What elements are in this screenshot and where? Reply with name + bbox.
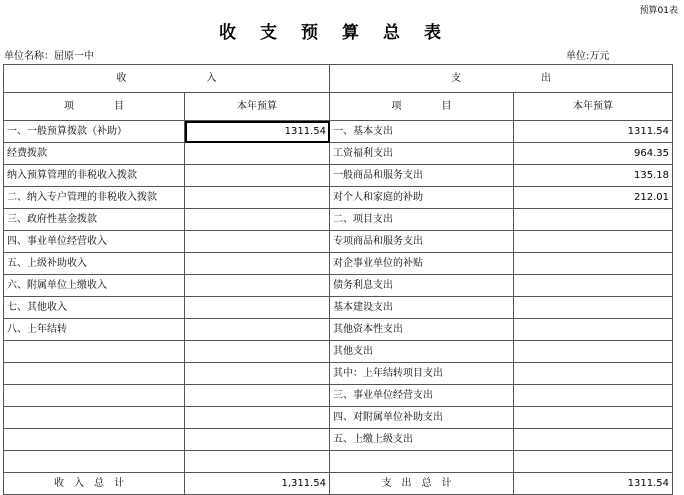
income-item-cell[interactable]: 二、纳入专户管理的非税收入拨款	[4, 187, 185, 209]
income-budget-cell[interactable]	[185, 319, 330, 341]
expense-item-cell[interactable]: 工资福利支出	[330, 143, 514, 165]
income-item-cell[interactable]: 纳入预算管理的非税收入拨款	[4, 165, 185, 187]
income-budget-cell[interactable]	[185, 209, 330, 231]
income-item-cell[interactable]	[4, 451, 185, 473]
expense-budget-cell[interactable]: 212.01	[514, 187, 673, 209]
expense-item-header: 项 目	[330, 93, 514, 121]
expense-budget-cell[interactable]	[514, 231, 673, 253]
unit-label: 单位:万元	[566, 51, 610, 62]
income-budget-cell[interactable]	[185, 231, 330, 253]
expense-item-cell[interactable]: 一、基本支出	[330, 121, 514, 143]
income-item-header: 项 目	[4, 93, 185, 121]
expense-budget-header: 本年预算	[514, 93, 673, 121]
income-item-cell[interactable]: 一、一般预算拨款（补助）	[4, 121, 185, 143]
unit-name: 单位名称：屈原一中	[4, 51, 94, 62]
income-item-cell[interactable]: 五、上级补助收入	[4, 253, 185, 275]
expense-budget-cell[interactable]	[514, 429, 673, 451]
income-item-cell[interactable]: 三、政府性基金拨款	[4, 209, 185, 231]
expense-budget-cell[interactable]	[514, 319, 673, 341]
expense-total-value[interactable]: 1311.54	[514, 473, 673, 495]
income-budget-cell[interactable]: 1311.54	[185, 121, 330, 143]
expense-item-cell[interactable]: 一般商品和服务支出	[330, 165, 514, 187]
income-budget-cell[interactable]	[185, 407, 330, 429]
expense-budget-cell[interactable]	[514, 209, 673, 231]
expense-item-cell[interactable]: 专项商品和服务支出	[330, 231, 514, 253]
expense-item-cell[interactable]: 四、对附属单位补助支出	[330, 407, 514, 429]
income-header: 收 入	[4, 65, 330, 93]
expense-item-cell[interactable]: 基本建设支出	[330, 297, 514, 319]
income-item-cell[interactable]: 经费拨款	[4, 143, 185, 165]
table-row	[4, 143, 673, 165]
table-row	[4, 209, 673, 231]
expense-budget-cell[interactable]: 1311.54	[514, 121, 673, 143]
total-row	[4, 473, 673, 495]
income-budget-cell[interactable]	[185, 385, 330, 407]
income-item-cell[interactable]	[4, 407, 185, 429]
income-budget-cell[interactable]	[185, 429, 330, 451]
table-row	[4, 363, 673, 385]
expense-budget-cell[interactable]: 135.18	[514, 165, 673, 187]
table-row	[4, 297, 673, 319]
income-budget-cell[interactable]	[185, 451, 330, 473]
table-row	[4, 407, 673, 429]
income-item-cell[interactable]	[4, 341, 185, 363]
expense-budget-cell[interactable]: 964.35	[514, 143, 673, 165]
expense-budget-cell[interactable]	[514, 385, 673, 407]
table-row	[4, 341, 673, 363]
expense-budget-cell[interactable]	[514, 275, 673, 297]
income-total-label[interactable]: 收入总计	[4, 473, 185, 495]
expense-item-cell[interactable]: 五、上缴上级支出	[330, 429, 514, 451]
expense-budget-cell[interactable]	[514, 253, 673, 275]
income-budget-cell[interactable]	[185, 275, 330, 297]
table-row	[4, 187, 673, 209]
table-row	[4, 165, 673, 187]
expense-item-cell[interactable]: 其中：上年结转项目支出	[330, 363, 514, 385]
expense-item-cell[interactable]: 对个人和家庭的补助	[330, 187, 514, 209]
expense-item-cell[interactable]: 三、事业单位经营支出	[330, 385, 514, 407]
expense-budget-cell[interactable]	[514, 297, 673, 319]
income-budget-cell[interactable]	[185, 253, 330, 275]
table-row	[4, 319, 673, 341]
expense-budget-cell[interactable]	[514, 363, 673, 385]
expense-header: 支 出	[330, 65, 673, 93]
column-header-row	[4, 93, 673, 121]
table-row	[4, 451, 673, 473]
income-item-cell[interactable]: 八、上年结转	[4, 319, 185, 341]
income-item-cell[interactable]	[4, 363, 185, 385]
expense-item-cell[interactable]: 其他支出	[330, 341, 514, 363]
budget-table	[3, 64, 673, 495]
income-item-cell[interactable]	[4, 385, 185, 407]
income-budget-cell[interactable]	[185, 341, 330, 363]
expense-budget-cell[interactable]	[514, 407, 673, 429]
table-row	[4, 253, 673, 275]
income-budget-cell[interactable]	[185, 143, 330, 165]
income-budget-cell[interactable]	[185, 165, 330, 187]
income-budget-cell[interactable]	[185, 187, 330, 209]
expense-budget-cell[interactable]	[514, 451, 673, 473]
expense-item-cell[interactable]	[330, 451, 514, 473]
income-budget-cell[interactable]	[185, 363, 330, 385]
table-row	[4, 121, 673, 143]
expense-item-cell[interactable]: 债务利息支出	[330, 275, 514, 297]
expense-item-cell[interactable]: 对企事业单位的补贴	[330, 253, 514, 275]
expense-total-label[interactable]: 支出总计	[330, 473, 514, 495]
income-item-cell[interactable]: 六、附属单位上缴收入	[4, 275, 185, 297]
income-item-cell[interactable]	[4, 429, 185, 451]
table-row	[4, 231, 673, 253]
page-title: 收支预算总表	[219, 23, 465, 43]
table-row	[4, 429, 673, 451]
section-header-row	[4, 65, 673, 93]
income-item-cell[interactable]: 七、其他收入	[4, 297, 185, 319]
expense-item-cell[interactable]: 其他资本性支出	[330, 319, 514, 341]
income-item-cell[interactable]: 四、事业单位经营收入	[4, 231, 185, 253]
expense-item-cell[interactable]: 二、项目支出	[330, 209, 514, 231]
income-budget-header: 本年预算	[185, 93, 330, 121]
expense-budget-cell[interactable]	[514, 341, 673, 363]
income-budget-cell[interactable]	[185, 297, 330, 319]
income-total-value[interactable]: 1,311.54	[185, 473, 330, 495]
form-code: 预算01表	[639, 6, 678, 16]
table-row	[4, 385, 673, 407]
table-row	[4, 275, 673, 297]
